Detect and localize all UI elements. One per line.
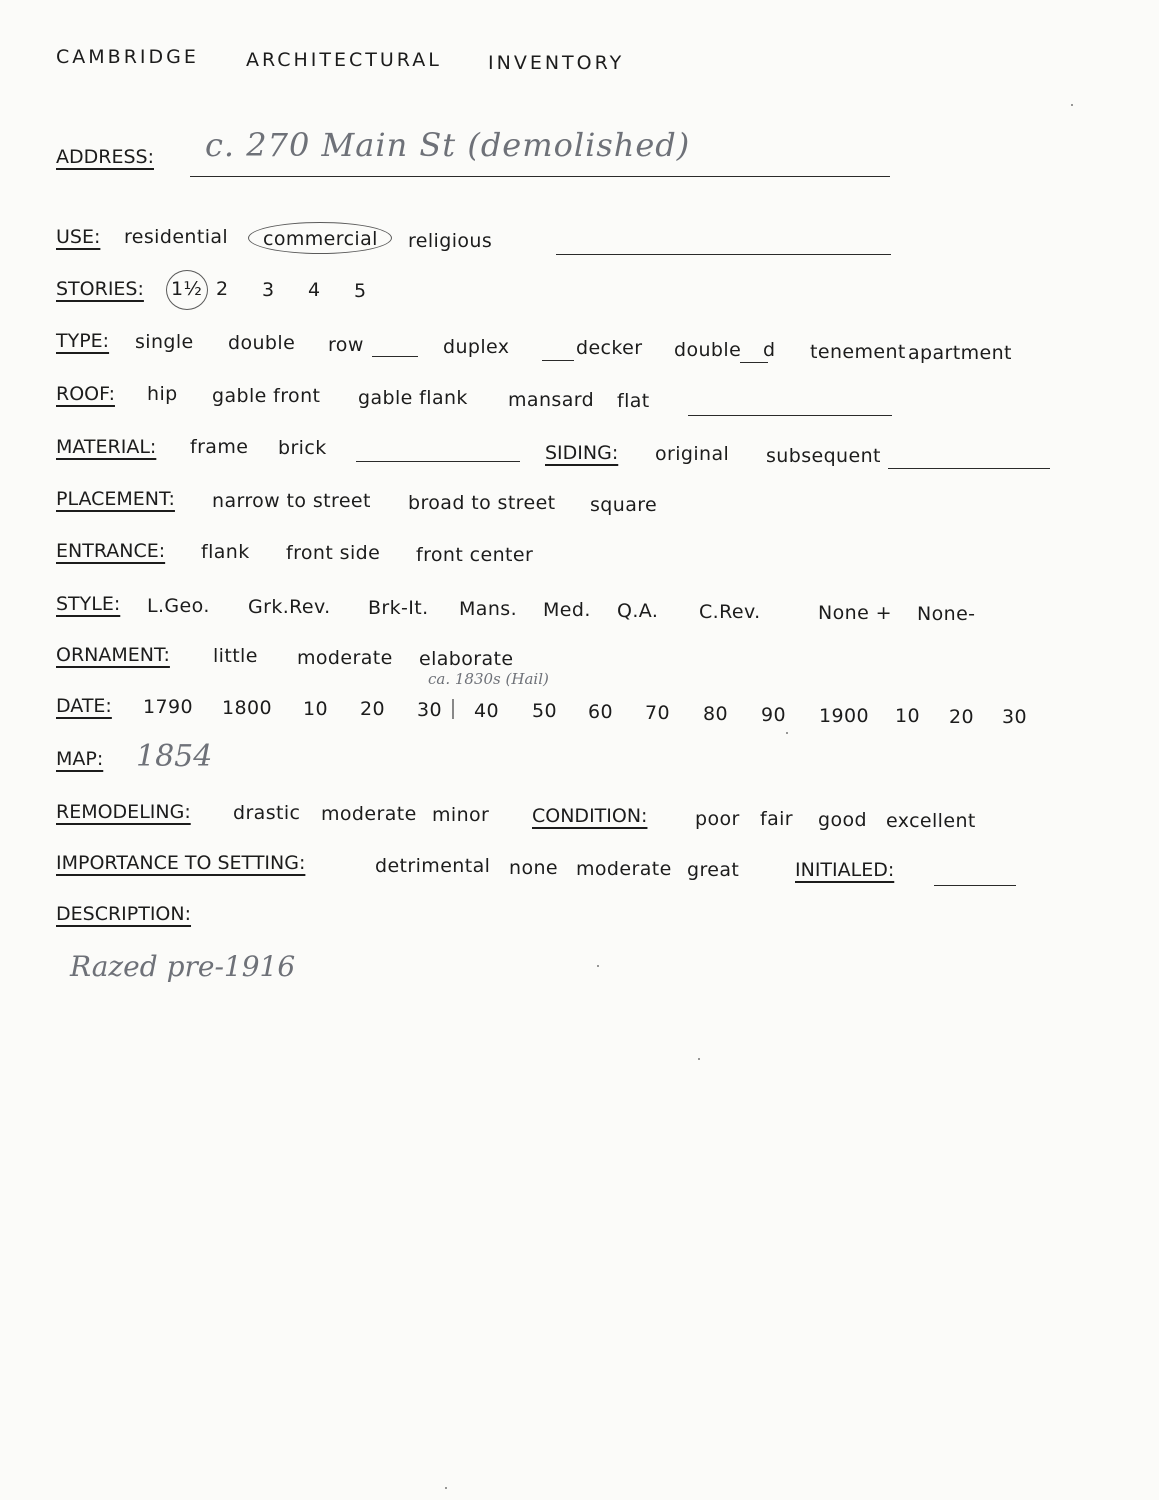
date-option-1930: 30 bbox=[1002, 706, 1027, 728]
address-label: ADDRESS: bbox=[56, 146, 154, 168]
style-option-qa: Q.A. bbox=[617, 600, 659, 622]
date-tick-mark bbox=[452, 699, 454, 719]
initialed-label: INITIALED: bbox=[795, 859, 895, 881]
stories-selected-circle bbox=[166, 270, 208, 310]
stories-option-1-half: 1½ bbox=[171, 278, 203, 300]
siding-option-subsequent: subsequent bbox=[766, 445, 881, 467]
condition-option-poor: poor bbox=[695, 808, 740, 830]
placement-label: PLACEMENT: bbox=[56, 488, 175, 510]
material-option-brick: brick bbox=[278, 437, 327, 459]
use-option-religious: religious bbox=[408, 230, 493, 252]
remodeling-label: REMODELING: bbox=[56, 801, 191, 823]
roof-label: ROOF: bbox=[56, 383, 115, 405]
date-option-1860: 60 bbox=[588, 701, 613, 723]
use-label: USE: bbox=[56, 226, 101, 248]
entrance-option-front-side: front side bbox=[286, 542, 381, 564]
use-option-commercial: commercial bbox=[263, 228, 378, 250]
condition-label: CONDITION: bbox=[532, 805, 648, 827]
type-option-single: single bbox=[135, 331, 194, 353]
type-option-row: row bbox=[328, 334, 364, 356]
style-option-grkrev: Grk.Rev. bbox=[248, 596, 331, 618]
siding-other-line bbox=[888, 468, 1050, 469]
initialed-line bbox=[934, 885, 1016, 886]
style-label: STYLE: bbox=[56, 593, 121, 615]
date-option-1870: 70 bbox=[645, 702, 670, 724]
remodeling-option-drastic: drastic bbox=[233, 802, 301, 824]
placement-option-narrow: narrow to street bbox=[212, 490, 371, 512]
address-line bbox=[190, 176, 890, 177]
remodeling-option-minor: minor bbox=[432, 804, 490, 826]
scan-speck bbox=[786, 732, 788, 734]
address-value: c. 270 Main St (demolished) bbox=[205, 126, 691, 164]
date-option-1900: 1900 bbox=[819, 705, 869, 727]
style-option-med: Med. bbox=[543, 599, 591, 621]
date-option-1840: 40 bbox=[474, 700, 499, 722]
stories-option-3: 3 bbox=[262, 279, 275, 301]
type-option-double: double bbox=[228, 332, 296, 354]
scan-speck bbox=[1071, 104, 1073, 106]
type-option-double-d: double bbox=[674, 339, 742, 361]
type-decker-blank bbox=[542, 360, 574, 361]
type-option-duplex: duplex bbox=[443, 336, 510, 358]
use-option-residential: residential bbox=[124, 226, 229, 248]
date-option-1910: 10 bbox=[895, 705, 920, 727]
material-label: MATERIAL: bbox=[56, 436, 157, 458]
stories-option-4: 4 bbox=[308, 279, 321, 301]
use-other-line bbox=[556, 254, 891, 255]
roof-option-flat: flat bbox=[617, 390, 650, 412]
entrance-label: ENTRANCE: bbox=[56, 540, 166, 562]
type-option-decker: decker bbox=[576, 337, 643, 359]
style-option-brkit: Brk-It. bbox=[368, 597, 429, 619]
entrance-option-flank: flank bbox=[201, 541, 250, 563]
form-title-word-3: INVENTORY bbox=[488, 52, 625, 74]
date-option-1850: 50 bbox=[532, 700, 557, 722]
siding-option-original: original bbox=[655, 443, 730, 465]
description-value: Razed pre-1916 bbox=[70, 950, 296, 983]
entrance-option-front-center: front center bbox=[416, 544, 534, 566]
date-annotation: ca. 1830s (Hail) bbox=[428, 670, 549, 688]
form-title-word-2: ARCHITECTURAL bbox=[246, 49, 442, 71]
ornament-label: ORNAMENT: bbox=[56, 644, 170, 666]
condition-option-excellent: excellent bbox=[886, 810, 976, 832]
style-option-lgeo: L.Geo. bbox=[147, 595, 210, 617]
placement-option-square: square bbox=[590, 494, 658, 516]
condition-option-fair: fair bbox=[760, 808, 794, 830]
scan-speck bbox=[597, 965, 599, 967]
form-title-word-1: CAMBRIDGE bbox=[56, 46, 199, 68]
style-option-crev: C.Rev. bbox=[699, 601, 761, 623]
type-option-apartment: apartment bbox=[908, 342, 1012, 364]
style-option-none-plus: None + bbox=[818, 602, 892, 624]
importance-option-detrimental: detrimental bbox=[375, 855, 491, 877]
date-option-1810: 10 bbox=[303, 698, 328, 720]
map-label: MAP: bbox=[56, 748, 104, 770]
roof-option-gable-front: gable front bbox=[212, 385, 321, 407]
stories-option-2: 2 bbox=[216, 278, 229, 300]
date-option-1880: 80 bbox=[703, 703, 728, 725]
date-option-1790: 1790 bbox=[143, 696, 193, 718]
condition-option-good: good bbox=[818, 809, 867, 831]
ornament-option-moderate: moderate bbox=[297, 647, 393, 669]
date-option-1890: 90 bbox=[761, 704, 786, 726]
stories-label: STORIES: bbox=[56, 278, 144, 300]
scan-speck bbox=[698, 1058, 700, 1060]
importance-option-great: great bbox=[687, 859, 740, 881]
type-option-d: d bbox=[763, 339, 776, 361]
scan-speck bbox=[445, 1487, 447, 1489]
importance-option-none: none bbox=[509, 857, 558, 879]
stories-option-5: 5 bbox=[354, 280, 367, 302]
importance-label: IMPORTANCE TO SETTING: bbox=[56, 852, 306, 874]
roof-option-gable-flank: gable flank bbox=[358, 387, 468, 409]
style-option-none-minus: None- bbox=[917, 603, 976, 625]
type-double-d-blank bbox=[740, 362, 768, 363]
date-option-1920: 20 bbox=[949, 706, 974, 728]
style-option-mans: Mans. bbox=[459, 598, 518, 620]
remodeling-option-moderate: moderate bbox=[321, 803, 417, 825]
type-option-tenement: tenement bbox=[810, 341, 906, 363]
date-option-1800: 1800 bbox=[222, 697, 272, 719]
ornament-option-little: little bbox=[213, 645, 258, 667]
roof-other-line bbox=[688, 415, 892, 416]
ornament-option-elaborate: elaborate bbox=[419, 648, 514, 670]
roof-option-hip: hip bbox=[147, 383, 178, 405]
map-value: 1854 bbox=[136, 739, 213, 774]
date-option-1830: 30 bbox=[417, 699, 442, 721]
importance-option-moderate: moderate bbox=[576, 858, 672, 880]
placement-option-broad: broad to street bbox=[408, 492, 556, 514]
use-selected-circle bbox=[248, 222, 392, 254]
date-label: DATE: bbox=[56, 695, 112, 717]
description-label: DESCRIPTION: bbox=[56, 903, 192, 925]
material-option-frame: frame bbox=[190, 436, 249, 458]
type-label: TYPE: bbox=[56, 330, 110, 352]
roof-option-mansard: mansard bbox=[508, 389, 595, 411]
siding-label: SIDING: bbox=[545, 442, 619, 464]
type-row-blank bbox=[372, 356, 418, 357]
material-other-line bbox=[356, 461, 520, 462]
date-option-1820: 20 bbox=[360, 698, 385, 720]
